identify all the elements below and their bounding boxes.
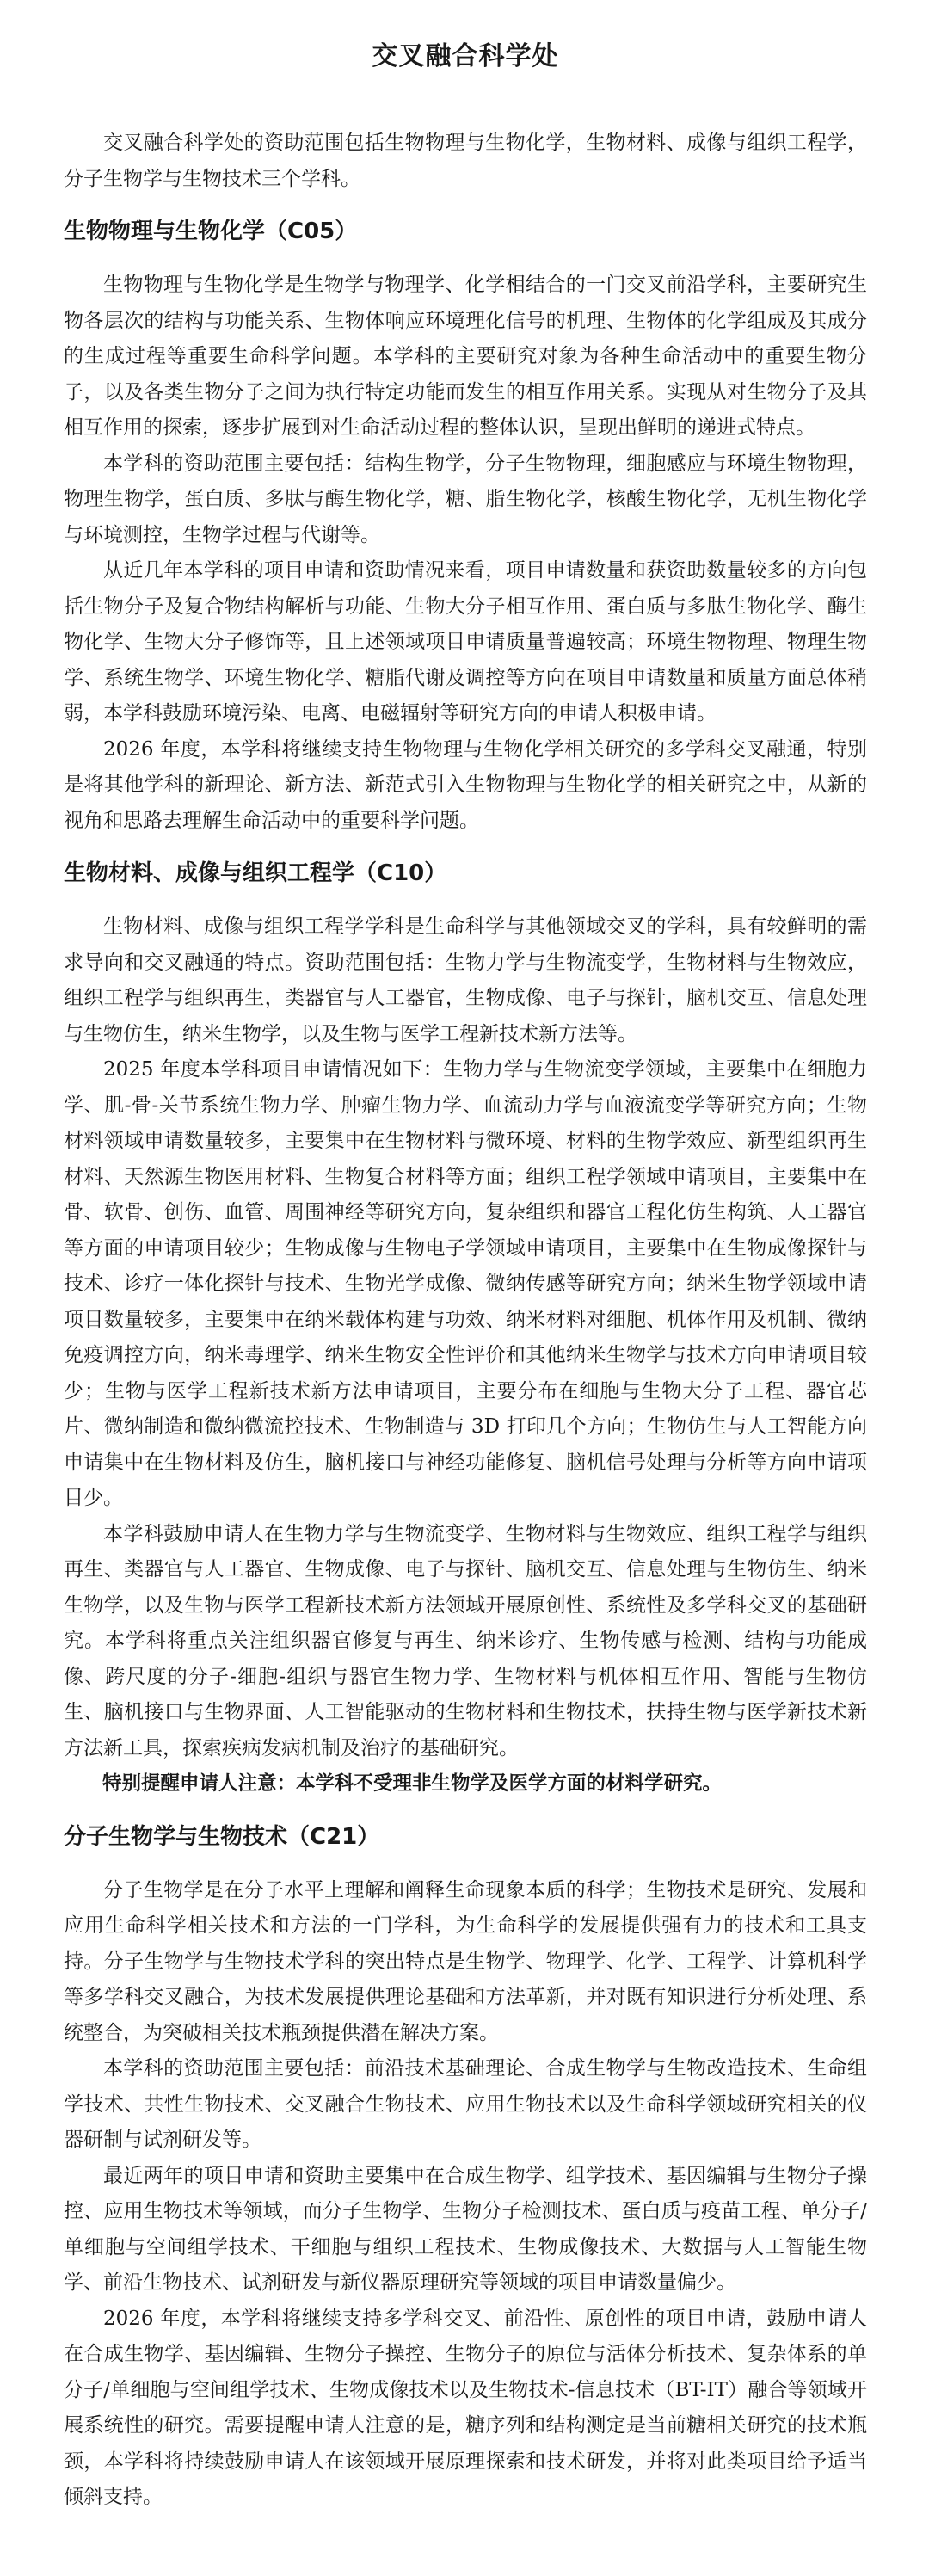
paragraph: 最近两年的项目申请和资助主要集中在合成生物学、组学技术、基因编辑与生物分子操控、应用生物技术等领域，而分子生物学、生物分子检测技术、蛋白质与疫苗工程、单分子/单细胞与空间组学技术、干细胞与组织工程技术、生物成像技术、大数据与人工智能生物学、前沿生物技术、试剂研发与新仪器原理研究等领域的项目申请数量偏少。 [64,2164,867,2294]
paragraph: 2025 年度本学科项目申请情况如下：生物力学与生物流变学领域，主要集中在细胞力学、肌-骨-关节系统生物力学、肿瘤生物力学、血流动力学与血液流变学等研究方向；生物材料领域申请数量较多，主要集中在生物材料与微环境、材料的生物学效应、新型组织再生材料、天然源生物医用材料、生物复合材料等方面；组织工程学领域申请项目，主要集中在骨、软骨、创伤、血管、周围神经等研究方向，复杂组织和器官工程化仿生构筑、人工器官等方面的申请项目较少；生物成像与生物电子学领域申请项目，主要集中在生物成像探针与技术、诊疗一体化探针与技术、生物光学成像、微纳传感等研究方向；纳米生物学领域申请项目数量较多，主要集中在纳米载体构建与功效、纳米材料对细胞、机体作用及机制、微纳免疫调控方向，纳米毒理学、纳米生物安全性评价和其他纳米生物学与技术方向申请项目较少；生物与医学工程新技术新方法申请项目，主要分布在细胞与生物大分子工程、器官芯片、微纳制造和微纳微流控技术、生物制造与 3D 打印几个方向；生物仿生与人工智能方向申请集中在生物材料及仿生，脑机接口与神经功能修复、脑机信号处理与分析等方向申请项目少。 [64,1058,867,1509]
paragraph: 2026 年度，本学科将继续支持多学科交叉、前沿性、原创性的项目申请，鼓励申请人在合成生物学、基因编辑、生物分子操控、生物分子的原位与活体分析技术、复杂体系的单分子/单细胞与空间组学技术、生物成像技术以及生物技术-信息技术（BT-IT）融合等领域开展系统性的研究。需要提醒申请人注意的是，糖序列和结构测定是当前糖相关研究的技术瓶颈，本学科将持续鼓励申请人在该领域开展原理探索和技术研发，并将对此类项目给予适当倾斜支持。 [64,2307,867,2508]
paragraph: 2026 年度，本学科将继续支持生物物理与生物化学相关研究的多学科交叉融通，特别是将其他学科的新理论、新方法、新范式引入生物物理与生物化学的相关研究之中，从新的视角和思路去理解生命活动中的重要科学问题。 [64,737,867,832]
special-note: 特别提醒申请人注意：本学科不受理非生物学及医学方面的材料学研究。 [102,1772,723,1795]
paragraph: 生物物理与生物化学是生物学与物理学、化学相结合的一门交叉前沿学科，主要研究生物各层次的结构与功能关系、生物体响应环境理化信号的机理、生物体的化学组成及其成分的生成过程等重要生命科学问题。本学科的主要研究对象为各种生命活动中的重要生物分子，以及各类生物分子之间为执行特定功能而发生的相互作用关系。实现从对生物分子及其相互作用的探索，逐步扩展到对生命活动过程的整体认识，呈现出鲜明的递进式特点。 [64,274,867,439]
section-c21 [64,1818,867,2516]
paragraph: 本学科的资助范围主要包括：前沿技术基础理论、合成生物学与生物改造技术、生命组学技术、共性生物技术、交叉融合生物技术、应用生物技术以及生命科学领域研究相关的仪器研制与试剂研发等。 [64,2057,867,2151]
section-c10 [64,854,867,1803]
paragraph: 从近几年本学科的项目申请和资助情况来看，项目申请数量和获资助数量较多的方向包括生物分子及复合物结构解析与功能、生物大分子相互作用、蛋白质与多肽生物化学、酶生物化学、生物大分子修饰等，且上述领域项目申请质量普遍较高；环境生物物理、物理生物学、系统生物学、环境生物化学、糖脂代谢及调控等方向在项目申请数量和质量方面总体稍弱，本学科鼓励环境污染、电离、电磁辐射等研究方向的申请人积极申请。 [64,559,867,724]
section-c05 [64,213,867,839]
paragraph: 生物材料、成像与组织工程学学科是生命科学与其他领域交叉的学科，具有较鲜明的需求导向和交叉融通的特点。资助范围包括：生物力学与生物流变学，生物材料与生物效应，组织工程学与组织再生，类器官与人工器官，生物成像、电子与探针，脑机交互、信息处理与生物仿生，纳米生物学，以及生物与医学工程新技术新方法等。 [64,915,867,1045]
paragraph: 分子生物学是在分子水平上理解和阐释生命现象本质的科学；生物技术是研究、发展和应用生命科学相关技术和方法的一门学科，为生命科学的发展提供强有力的技术和工具支持。分子生物学与生物技术学科的突出特点是生物学、物理学、化学、工程学、计算机科学等多学科交叉融合，为技术发展提供理论基础和方法革新，并对既有知识进行分析处理、系统整合，为突破相关技术瓶颈提供潜在解决方案。 [64,1878,867,2044]
paragraph: 本学科鼓励申请人在生物力学与生物流变学、生物材料与生物效应、组织工程学与组织再生、类器官与人工器官、生物成像、电子与探针、脑机交互、信息处理与生物仿生、纳米生物学，以及生物与医学工程新技术新方法领域开展原创性、系统性及多学科交叉的基础研究。本学科将重点关注组织器官修复与再生、纳米诊疗、生物传感与检测、结构与功能成像、跨尺度的分子-细胞-组织与器官生物力学、生物材料与机体相互作用、智能与生物仿生、脑机接口与生物界面、人工智能驱动的生物材料和生物技术，扶持生物与医学新技术新方法新工具，探索疾病发病机制及治疗的基础研究。 [64,1522,867,1759]
paragraph: 本学科的资助范围主要包括：结构生物学，分子生物物理，细胞感应与环境生物物理，物理生物学，蛋白质、多肽与酶生物化学，糖、脂生物化学，核酸生物化学，无机生物化学与环境测控，生物学过程与代谢等。 [64,452,867,546]
section-heading: 分子生物学与生物技术（C21） [64,1823,380,1850]
section-heading: 生物材料、成像与组织工程学（C10） [64,860,447,886]
document-title: 交叉融合科学处 [372,41,559,71]
intro-paragraph: 交叉融合科学处的资助范围包括生物物理与生物化学，生物材料、成像与组织工程学，分子生物学与生物技术三个学科。 [64,132,867,190]
section-heading: 生物物理与生物化学（C05） [64,219,358,244]
